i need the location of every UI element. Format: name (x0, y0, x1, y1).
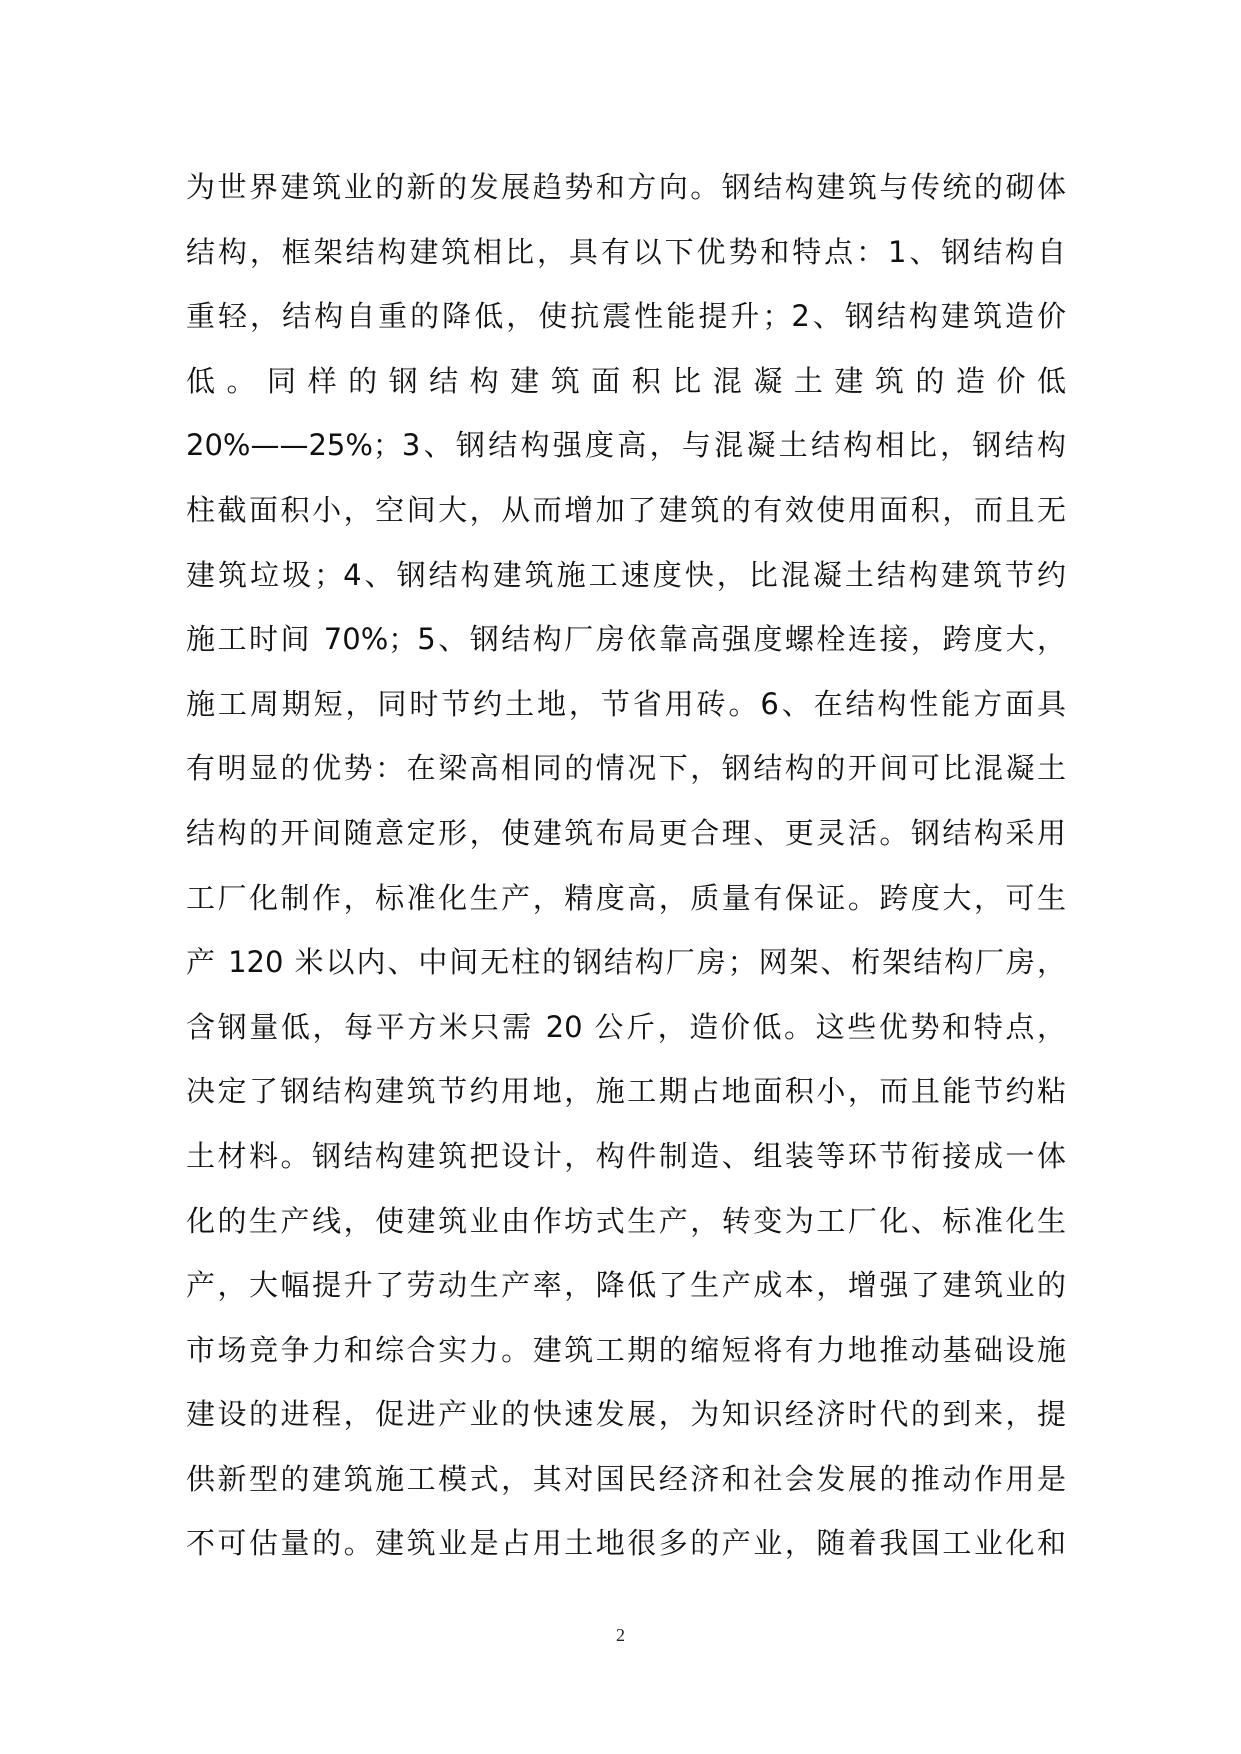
text-line: 产，大幅提升了劳动生产率，降低了生产成本，增强了建筑业的 (186, 1268, 1066, 1303)
text-line: 产 120 米以内、中间无柱的钢结构厂房；网架、桁架结构厂房， (186, 945, 1066, 980)
text-line: 工厂化制作，标准化生产，精度高，质量有保证。跨度大，可生 (186, 880, 1066, 915)
text-line: 柱截面积小，空间大，从而增加了建筑的有效使用面积，而且无 (186, 492, 1066, 527)
text-line: 供新型的建筑施工模式，其对国民经济和社会发展的推动作用是 (186, 1461, 1066, 1496)
text-line: 建筑垃圾；4、钢结构建筑施工速度快，比混凝土结构建筑节约 (186, 557, 1066, 592)
page-number: 2 (616, 1625, 625, 1645)
text-line: 决定了钢结构建筑节约用地，施工期占地面积小，而且能节约粘 (186, 1074, 1066, 1109)
text-line: 施工周期短，同时节约土地，节省用砖。6、在结构性能方面具 (186, 686, 1066, 721)
text-line: 含钢量低，每平方米只需 20 公斤，造价低。这些优势和特点， (186, 1009, 1066, 1044)
text-line: 重轻，结构自重的降低，使抗震性能提升；2、钢结构建筑造价 (186, 299, 1066, 334)
text-line: 为世界建筑业的新的发展趋势和方向。钢结构建筑与传统的砌体 (186, 170, 1066, 204)
text-line: 施工时间 70%；5、钢结构厂房依靠高强度螺栓连接，跨度大， (186, 622, 1066, 657)
body-text (186, 155, 1066, 1576)
text-line: 不可估量的。建筑业是占用土地很多的产业，随着我国工业化和 (186, 1526, 1066, 1561)
text-line: 化的生产线，使建筑业由作坊式生产，转变为工厂化、标准化生 (186, 1203, 1066, 1238)
text-line: 低。同样的钢结构建筑面积比混凝土建筑的造价低 (186, 363, 1066, 398)
text-line: 结构，框架结构建筑相比，具有以下优势和特点：1、钢结构自 (186, 234, 1066, 269)
text-line: 土材料。钢结构建筑把设计，构件制造、组装等环节衔接成一体 (186, 1138, 1066, 1173)
text-line: 市场竞争力和综合实力。建筑工期的缩短将有力地推动基础设施 (186, 1332, 1066, 1367)
text-line: 有明显的优势：在梁高相同的情况下，钢结构的开间可比混凝土 (186, 751, 1066, 786)
text-line: 20%——25%；3、钢结构强度高，与混凝土结构相比，钢结构 (186, 428, 1066, 463)
text-line: 建设的进程，促进产业的快速发展，为知识经济时代的到来，提 (186, 1397, 1066, 1432)
text-line: 结构的开间随意定形，使建筑布局更合理、更灵活。钢结构采用 (186, 815, 1066, 850)
